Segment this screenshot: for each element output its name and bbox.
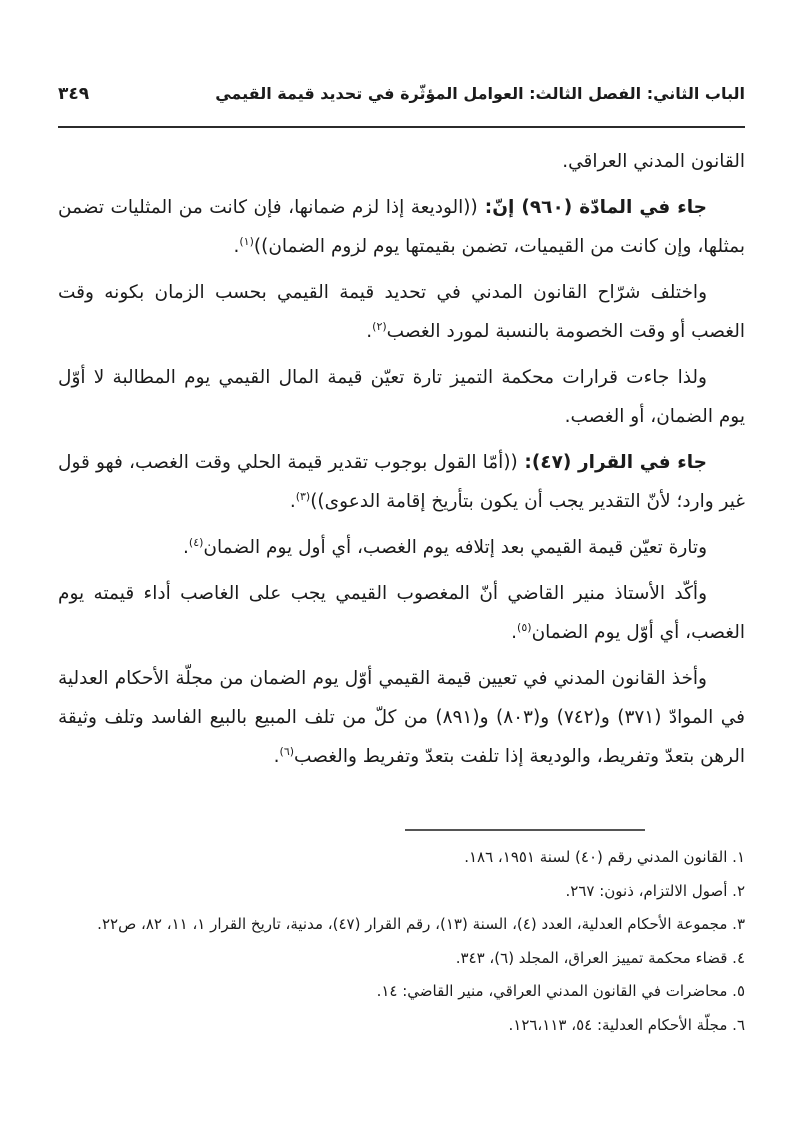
footnote-item: ٦. مجلّة الأحكام العدلية: ٥٤، ١٢٦،١١٣. xyxy=(508,1015,745,1034)
body-run: وتارة تعيّن قيمة القيمي بعد إتلافه يوم الغصب، أي أول يوم الضمان xyxy=(203,537,707,558)
body-run: . xyxy=(273,746,280,767)
body-run: وأكّد الأستاذ منير القاضي أنّ المغصوب القيمي يجب على الغاصب أداء قيمته يوم الغصب، أي أوّل يوم الضمان xyxy=(58,583,745,643)
header-rule xyxy=(58,126,745,128)
paragraph xyxy=(58,142,745,181)
footnote-item: ٢. أصول الالتزام، ذنون: ٢٦٧. xyxy=(565,881,745,900)
paragraph xyxy=(58,574,745,652)
footnote-item: ٤. قضاء محكمة تمييز العراق، المجلد (٦)، ٣٤٣. xyxy=(455,948,745,967)
paragraph xyxy=(58,443,745,521)
page-header xyxy=(58,84,745,104)
bold-lead-text: جاء في المادّة (٩٦٠) إنّ: xyxy=(477,197,707,218)
footnote-item: ٣. مجموعة الأحكام العدلية، العدد (٤)، السنة (١٣)، رقم القرار (٤٧)، مدنية، تاريخ القرار ١، ١١، ٨٢، ص٢٢. xyxy=(97,915,745,933)
chapter-header-title: الباب الثاني: الفصل الثالث: العوامل المؤثّرة في تحديد قيمة القيمي xyxy=(215,84,745,103)
bold-lead-text: جاء في القرار (٤٧): xyxy=(517,452,707,473)
paragraph xyxy=(58,358,745,436)
paragraph xyxy=(58,659,745,776)
body-run: . xyxy=(366,321,373,342)
body-run: وأخذ القانون المدني في تعيين قيمة القيمي أوّل يوم الضمان من مجلّة الأحكام العدلية في الموادّ (٣٧١) و(٧٤٢) و(٨٠٣) و(٨٩١) من كلّ من تلف المبيع بالبيع الفاسد وتلف وثيقة الرهن بتعدّ وتفريط، والوديعة إذا تلفت بتعدّ وتفريط والغصب xyxy=(58,668,746,767)
body-run: . xyxy=(233,236,240,257)
body-run: . xyxy=(511,622,518,643)
footnote-marker: (٤) xyxy=(188,535,204,549)
footnote-separator xyxy=(405,829,645,831)
paragraph xyxy=(58,273,745,351)
body-run: ((أمّا القول بوجوب تقدير قيمة الحلي وقت الغصب، فهو قول غير وارد؛ لأنّ التقدير يجب أن يكون بتأريخ إقامة الدعوى)) xyxy=(58,452,745,512)
footnote-marker: (٣) xyxy=(295,489,311,503)
footnote-list xyxy=(58,841,745,1042)
footnote-marker: (٢) xyxy=(372,319,387,333)
body-run: ((الوديعة إذا لزم ضمانها، فإن كانت من المثليات تضمن بمثلها، وإن كانت من القيميات، تضمن بقيمتها يوم لزوم الضمان)) xyxy=(58,197,745,257)
footnote-item: ١. القانون المدني رقم (٤٠) لسنة ١٩٥١، ١٨٦. xyxy=(464,848,745,866)
footnote-marker: (٥) xyxy=(517,620,532,634)
footnote-item: ٥. محاضرات في القانون المدني العراقي، منير القاضي: ١٤. xyxy=(376,982,745,1000)
footnote-marker: (١) xyxy=(239,234,254,248)
body-run: واختلف شرّاح القانون المدني في تحديد قيمة القيمي بحسب الزمان بكونه وقت الغصب أو وقت الخصومة بالنسبة لمورد الغصب xyxy=(58,282,745,342)
body-run: القانون المدني العراقي. xyxy=(562,151,745,172)
body-run: . xyxy=(289,491,296,512)
body-text xyxy=(58,142,745,783)
body-run: . xyxy=(183,537,189,558)
paragraph xyxy=(58,528,745,567)
paragraph xyxy=(58,188,745,266)
page-number: ٣٤٩ xyxy=(58,84,90,104)
footnote-marker: (٦) xyxy=(279,744,295,758)
body-run: ولذا جاءت قرارات محكمة التميز تارة تعيّن قيمة المال القيمي يوم المطالبة لا أوّل يوم الضمان، أو الغصب. xyxy=(58,367,745,427)
